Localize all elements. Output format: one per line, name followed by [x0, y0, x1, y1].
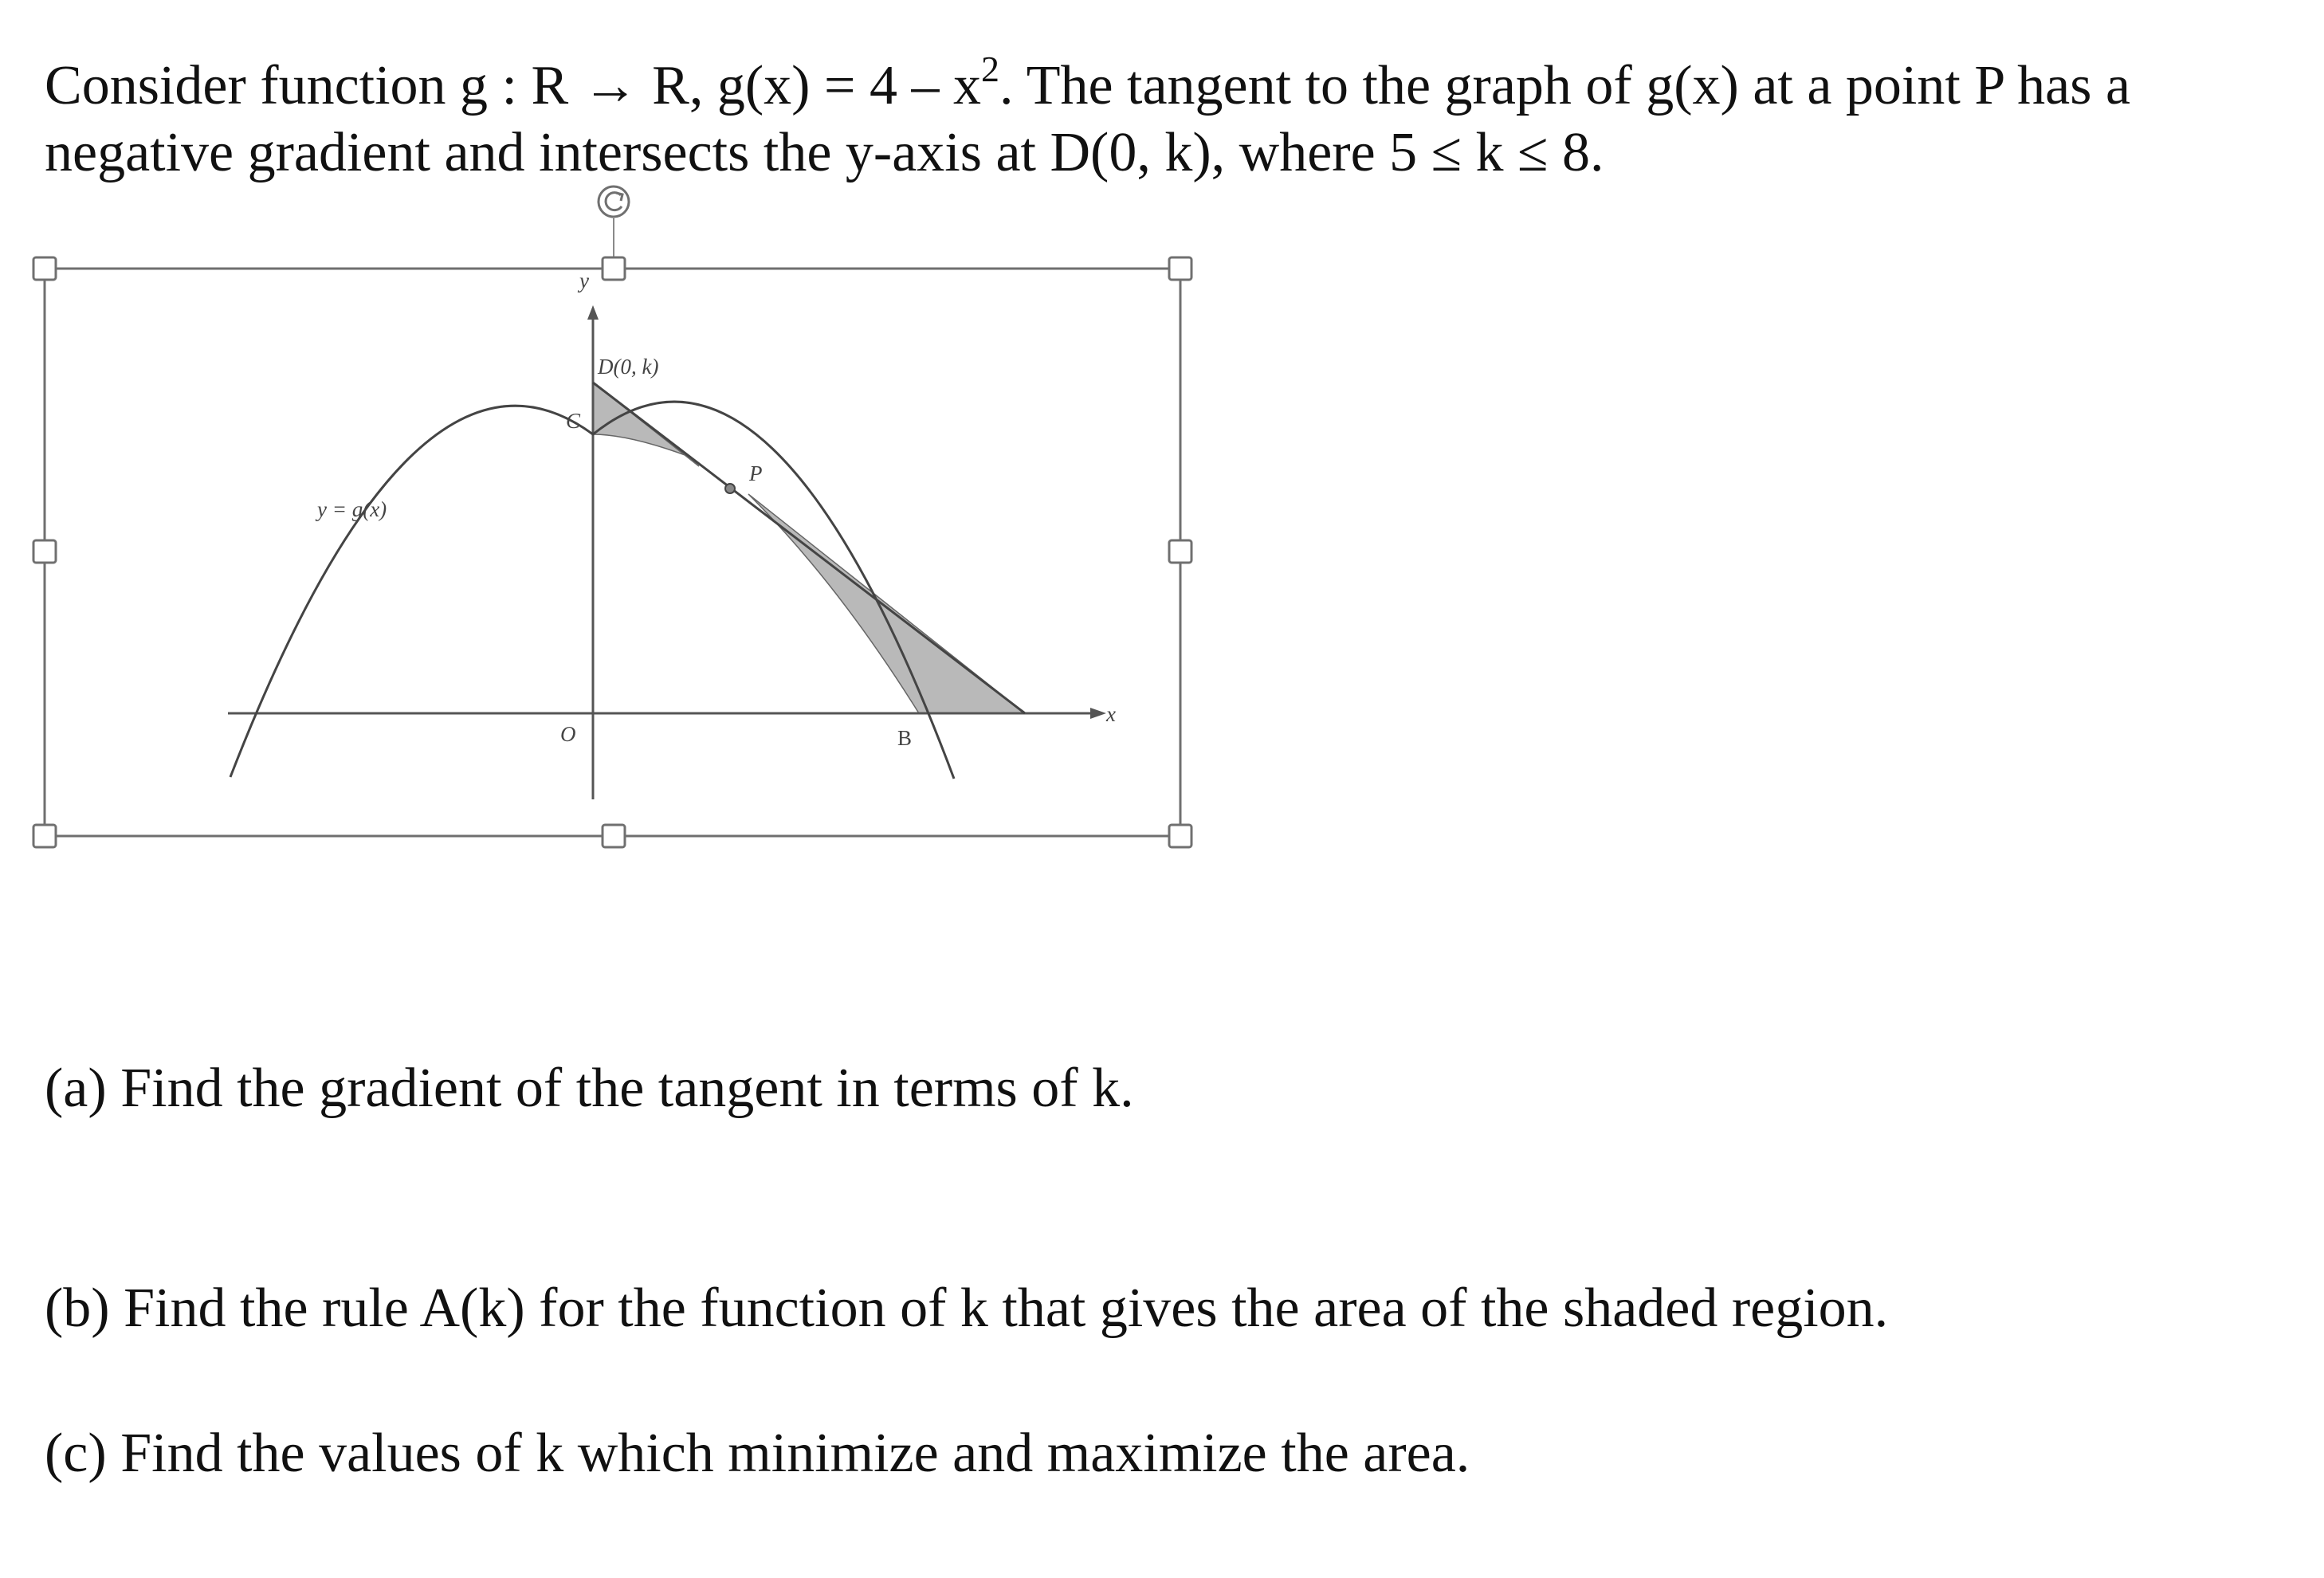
- y-axis-label: y: [579, 269, 589, 292]
- problem-intro-part1: Consider function g : R → R, g(x) = 4 – x: [45, 55, 981, 116]
- resize-handle-top-right[interactable]: [1169, 257, 1191, 280]
- problem-intro-line2: negative gradient and intersects the y-axis at D(0, k), where 5 ≤ k ≤ 8.: [45, 122, 1604, 183]
- figure-container[interactable]: [0, 171, 1211, 857]
- point-c-label: C: [566, 409, 581, 433]
- resize-handle-left[interactable]: [33, 540, 56, 563]
- x-axis-arrow: [1090, 708, 1106, 719]
- x-axis-label: x: [1106, 702, 1116, 726]
- selection-frame: [45, 269, 1180, 836]
- problem-intro-part2: . The tangent to the graph of g(x) at a point P has a: [999, 55, 2131, 116]
- question-c: (c) Find the values of k which minimize and maximize the area.: [45, 1423, 1470, 1484]
- resize-handle-right[interactable]: [1169, 540, 1191, 563]
- y-axis-arrow: [587, 305, 599, 320]
- point-b-label: B: [897, 726, 913, 750]
- point-p-label: P: [749, 461, 763, 485]
- problem-intro-exponent: 2: [980, 49, 999, 89]
- resize-handle-bottom-left[interactable]: [33, 825, 56, 847]
- question-b: (b) Find the rule A(k) for the function of k that gives the area of the shaded region.: [45, 1278, 1889, 1339]
- problem-statement: [45, 49, 2300, 186]
- tangent-line: [593, 383, 1025, 713]
- point-p-marker: [725, 484, 735, 493]
- point-d-label: D(0, k): [598, 355, 659, 379]
- rotate-handle[interactable]: [599, 186, 629, 217]
- figure-svg: [0, 171, 1211, 857]
- curve-label: y = g(x): [317, 497, 387, 521]
- resize-handle-top[interactable]: [603, 257, 625, 280]
- resize-handle-bottom-right[interactable]: [1169, 825, 1191, 847]
- question-a: (a) Find the gradient of the tangent in terms of k.: [45, 1058, 1134, 1119]
- resize-handle-bottom[interactable]: [603, 825, 625, 847]
- resize-handle-top-left[interactable]: [33, 257, 56, 280]
- origin-label: O: [560, 722, 576, 746]
